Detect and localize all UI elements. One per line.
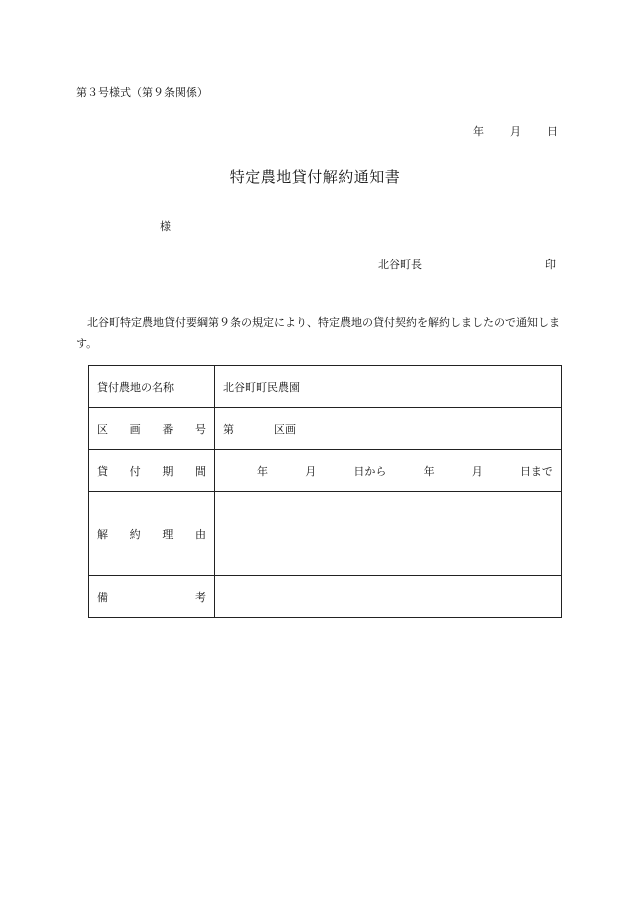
label-plot-number [89,408,215,450]
value-plot-number [215,408,562,450]
recipient-suffix: 様 [160,220,171,233]
row-loan-period [89,450,562,492]
sender-name: 北谷町長 [378,258,422,271]
label-char: 間 [194,464,206,478]
row-farm-name [89,366,562,408]
label-remarks [89,576,215,618]
value-loan-period [215,450,562,492]
period-part: 月 [471,464,483,478]
period-part: 月 [305,464,317,478]
label-loan-period [89,450,215,492]
period-part: 年 [423,464,435,478]
date-month: 月 [510,125,521,138]
label-char: 期 [162,464,174,478]
period-part: 日から [353,464,387,478]
label-farm-name-text: 貸付農地の名称 [97,380,174,394]
label-char: 号 [194,422,206,436]
period-part: 日まで [519,464,553,478]
label-char: 付 [129,464,141,478]
value-farm-name [215,366,562,408]
body-paragraph: 北谷町特定農地貸付要綱第９条の規定により、特定農地の貸付契約を解約しましたので通知します。 [76,316,560,350]
label-cancel-reason [89,492,215,576]
date-line [473,123,558,139]
farm-name-text: 北谷町町民農園 [223,380,300,394]
row-plot-number [89,408,562,450]
date-day: 日 [547,125,558,138]
period-part: 年 [257,464,268,478]
label-char: 区 [97,422,108,436]
row-cancel-reason [89,492,562,576]
plot-suffix: 区画 [274,422,296,436]
label-char: 貸 [97,464,108,478]
body-text [76,312,562,354]
label-char: 解 [97,527,108,541]
document-title: 特定農地貸付解約通知書 [229,168,401,186]
label-char: 約 [129,527,141,541]
label-char: 備 [97,590,108,604]
seal-mark: 印 [545,258,556,271]
label-char: 画 [129,422,141,436]
label-farm-name [89,366,215,408]
row-remarks [89,576,562,618]
value-remarks [215,576,562,618]
label-char: 考 [195,590,206,604]
label-char: 理 [162,527,174,541]
label-char: 番 [162,422,174,436]
label-char: 由 [194,527,206,541]
date-year: 年 [473,125,484,138]
detail-table [88,365,562,618]
form-number: 第３号様式（第９条関係） [76,86,208,99]
plot-prefix: 第 [223,422,234,436]
value-cancel-reason [215,492,562,576]
